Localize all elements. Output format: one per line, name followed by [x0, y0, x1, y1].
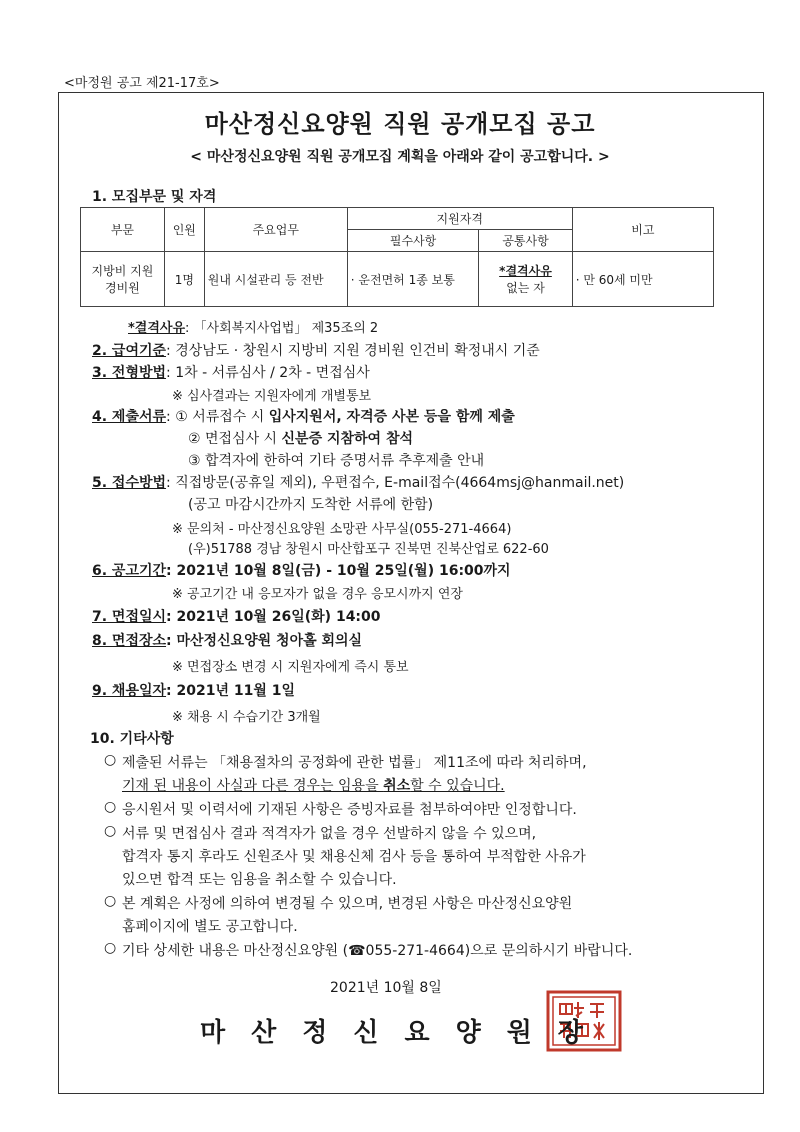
cell-dept: 지방비 지원 경비원 — [81, 252, 165, 307]
bullet-4-icon: ○ — [104, 893, 117, 909]
bullet-1-line-1: 제출된 서류는 「채용절차의 공정화에 관한 법률」 제11조에 따라 처리하며, — [122, 755, 587, 771]
cell-common — [479, 252, 572, 307]
section-6: 6. 공고기간: 2021년 10월 8일(금) - 10월 25일(월) 16:00까지 — [92, 563, 511, 579]
bullet-1-icon: ○ — [104, 752, 117, 768]
cell-required: · 운전면허 1종 보통 — [347, 252, 479, 307]
section-2: 2. 급여기준: 경상남도 · 창원시 지방비 지원 경비원 인건비 확정내시 기준 — [92, 343, 540, 359]
section-4-item-3: ③ 합격자에 한하여 기타 증명서류 추후제출 안내 — [188, 453, 485, 469]
section-6-note: ※ 공고기간 내 응모자가 없을 경우 응모시까지 연장 — [172, 587, 463, 602]
bullet-5-line: 기타 상세한 내용은 마산정신요양원 (☎055-271-4664)으로 문의하시기 바랍니다. — [122, 943, 633, 959]
section-5: 5. 접수방법: 직접방문(공휴일 제외), 우편접수, E-mail접수(4664msj@hanmail.net) — [92, 475, 625, 491]
bullet-2-icon: ○ — [104, 799, 117, 815]
section-5-note-1: ※ 문의처 - 마산정신요양원 소망관 사무실(055-271-4664) — [172, 522, 512, 537]
bullet-1-line-2: 기재 된 내용이 사실과 다른 경우는 임용을 취소할 수 있습니다. — [122, 778, 505, 794]
section-10-heading: 10. 기타사항 — [90, 731, 174, 747]
section-8-note: ※ 면접장소 변경 시 지원자에게 즉시 통보 — [172, 660, 409, 675]
bullet-5-icon: ○ — [104, 940, 117, 956]
section-1-heading: 1. 모집부문 및 자격 — [92, 189, 217, 205]
section-9: 9. 채용일자: 2021년 11월 1일 — [92, 683, 296, 699]
section-5-note-2: (우)51788 경남 창원시 마산합포구 진북면 진북산업로 622-60 — [188, 542, 549, 557]
section-4-item-2: ② 면접심사 시 신분증 지참하여 참석 — [188, 431, 413, 447]
th-required: 필수사항 — [347, 230, 479, 252]
page-title: 마산정신요양원 직원 공개모집 공고 — [204, 110, 596, 138]
table-row — [81, 252, 714, 307]
section-9-note: ※ 채용 시 수습기간 3개월 — [172, 710, 321, 725]
th-duty: 주요업무 — [204, 208, 347, 252]
cell-duty: 원내 시설관리 등 전반 — [204, 252, 347, 307]
th-count: 인원 — [164, 208, 204, 252]
section-4-item-1: 4. 제출서류: ① 서류접수 시 입사지원서, 자격증 사본 등을 함께 제출 — [92, 409, 515, 425]
notice-number: <마정원 공고 제21-17호> — [64, 76, 220, 91]
section-3: 3. 전형방법: 1차 - 서류심사 / 2차 - 면접심사 — [92, 365, 370, 381]
bullet-3-line-2: 합격자 통지 후라도 신원조사 및 채용신체 검사 등을 통하여 부적합한 사유가 — [122, 849, 586, 865]
section-5-line-2: (공고 마감시간까지 도착한 서류에 한함) — [188, 497, 434, 513]
bullet-4-line-2: 홈페이지에 별도 공고합니다. — [122, 919, 298, 935]
th-dept: 부문 — [81, 208, 165, 252]
issuer-signature: 마산정신요양원장 — [200, 1018, 609, 1048]
section-3-note: ※ 심사결과는 지원자에게 개별통보 — [172, 389, 372, 404]
bullet-3-icon: ○ — [104, 823, 117, 839]
document-date: 2021년 10월 8일 — [330, 980, 442, 996]
cell-common-text: 없는 자 — [506, 281, 545, 295]
table-footnote: *결격사유: 「사회복지사업법」 제35조의 2 — [128, 321, 379, 336]
cell-common-flag: *결격사유 — [499, 264, 552, 278]
th-qualification: 지원자격 — [347, 208, 572, 230]
cell-count: 1명 — [164, 252, 204, 307]
cell-note: · 만 60세 미만 — [572, 252, 713, 307]
section-7: 7. 면접일시: 2021년 10월 26일(화) 14:00 — [92, 609, 381, 625]
bullet-4-line-1: 본 계획은 사정에 의하여 변경될 수 있으며, 변경된 사항은 마산정신요양원 — [122, 896, 573, 912]
bullet-3-line-3: 있으면 합격 또는 임용을 취소할 수 있습니다. — [122, 872, 397, 888]
bullet-2-line: 응시원서 및 이력서에 기재된 사항은 증빙자료를 첨부하여야만 인정합니다. — [122, 802, 577, 818]
th-common: 공통사항 — [479, 230, 572, 252]
requirements-table — [80, 207, 714, 307]
section-8: 8. 면접장소: 마산정신요양원 청아홀 회의실 — [92, 633, 363, 649]
subtitle: < 마산정신요양원 직원 공개모집 계획을 아래와 같이 공고합니다. > — [190, 149, 610, 165]
bullet-3-line-1: 서류 및 면접심사 결과 적격자가 없을 경우 선발하지 않을 수 있으며, — [122, 826, 537, 842]
th-note: 비고 — [572, 208, 713, 252]
